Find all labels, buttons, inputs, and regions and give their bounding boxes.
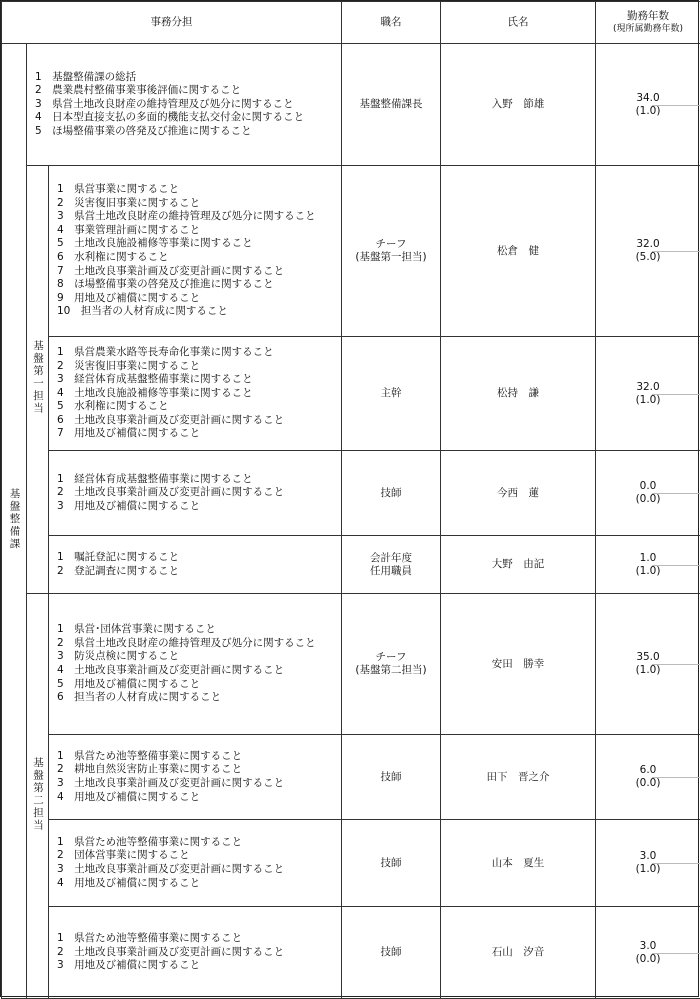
years-total: 34.0 <box>596 92 700 105</box>
duty-item: 5 用地及び補償に関すること <box>57 678 341 692</box>
duty-item: 6 水利権に関すること <box>57 251 341 265</box>
years-current: (1.0) <box>596 394 700 407</box>
years-divider <box>652 777 700 778</box>
years-cell <box>596 44 700 166</box>
duty-item: 1 県営ため池等整備事業に関すること <box>57 750 341 764</box>
duty-item: 5 土地改良施設補修等事業に関すること <box>57 237 341 251</box>
assignment-table <box>1 1 700 999</box>
duty-item: 3 県営土地改良財産の維持管理及び処分に関すること <box>35 98 341 112</box>
duty-item: 6 担当者の人材育成に関すること <box>57 691 341 705</box>
division-cell-label: 基盤整備課 <box>8 488 21 551</box>
team1-cell <box>27 166 49 594</box>
position-cell <box>342 907 441 999</box>
duty-item: 5 水利権に関すること <box>57 400 341 414</box>
position-text: (基盤第二担当) <box>342 664 440 677</box>
years-divider <box>652 251 700 252</box>
years-current: (0.0) <box>596 493 700 506</box>
years-divider <box>652 493 700 494</box>
position-cell <box>342 166 441 337</box>
duty-item: 4 日本型直接支払の多面的機能支払交付金に関すること <box>35 111 341 125</box>
team1-cell-label: 基盤第一担当 <box>31 340 44 415</box>
duty-item: 2 登記調査に関すること <box>57 565 341 579</box>
position-text: チーフ <box>342 651 440 664</box>
duty-item: 2 土地改良事業計画及び変更計画に関すること <box>57 946 341 960</box>
table-row <box>2 451 700 536</box>
duty-item: 3 防災点検に関すること <box>57 650 341 664</box>
years-total: 1.0 <box>596 552 700 565</box>
duties-cell <box>49 451 342 536</box>
duty-item: 2 災害復旧事業に関すること <box>57 360 341 374</box>
duty-item: 7 土地改良事業計画及び変更計画に関すること <box>57 265 341 279</box>
position-text: 技師 <box>342 946 440 959</box>
header-position: 職名 <box>342 2 441 44</box>
position-cell <box>342 44 441 166</box>
duties-cell <box>49 337 342 451</box>
duty-item: 4 土地改良事業計画及び変更計画に関すること <box>57 664 341 678</box>
position-cell <box>342 594 441 735</box>
years-cell <box>596 820 700 907</box>
header-years <box>596 2 700 44</box>
years-cell <box>596 907 700 999</box>
header-years-sub: (現所属勤務年数) <box>596 23 700 36</box>
position-text: チーフ <box>342 238 440 251</box>
position-text: 会計年度 <box>342 552 440 565</box>
duty-item: 2 農業農村整備事業事後評価に関すること <box>35 84 341 98</box>
name-cell: 松倉 健 <box>441 166 596 337</box>
years-divider <box>652 863 700 864</box>
position-cell <box>342 820 441 907</box>
years-divider <box>652 105 700 106</box>
duty-item: 1 県営農業水路等長寿命化事業に関すること <box>57 346 341 360</box>
position-cell <box>342 735 441 820</box>
years-current: (1.0) <box>596 105 700 118</box>
table-row <box>2 536 700 594</box>
name-cell: 安田 勝幸 <box>441 594 596 735</box>
years-current: (1.0) <box>596 863 700 876</box>
name-cell: 今西 蓮 <box>441 451 596 536</box>
duties-cell <box>49 907 342 999</box>
years-current: (1.0) <box>596 664 700 677</box>
header-row <box>2 2 700 44</box>
duties-cell <box>49 166 342 337</box>
duties-cell <box>27 44 342 166</box>
years-current: (0.0) <box>596 953 700 966</box>
duty-item: 4 土地改良施設補修等事業に関すること <box>57 387 341 401</box>
position-text: 基盤整備課長 <box>342 98 440 111</box>
name-cell: 山本 夏生 <box>441 820 596 907</box>
position-text: 任用職員 <box>342 565 440 578</box>
position-text: 主幹 <box>342 387 440 400</box>
name-cell: 入野 節雄 <box>441 44 596 166</box>
years-divider <box>652 565 700 566</box>
duty-item: 1 嘱託登記に関すること <box>57 551 341 565</box>
header-duties: 事務分担 <box>2 2 342 44</box>
table-row <box>2 735 700 820</box>
position-cell <box>342 451 441 536</box>
duty-item: 3 県営土地改良財産の維持管理及び処分に関すること <box>57 210 341 224</box>
position-cell <box>342 337 441 451</box>
years-cell <box>596 536 700 594</box>
years-divider <box>652 394 700 395</box>
duty-item: 4 事業管理計画に関すること <box>57 224 341 238</box>
duties-cell <box>49 594 342 735</box>
years-current: (1.0) <box>596 565 700 578</box>
duties-cell <box>49 820 342 907</box>
team2-cell-label: 基盤第二担当 <box>31 757 44 832</box>
years-divider <box>652 953 700 954</box>
table-row <box>2 337 700 451</box>
duty-item: 2 団体営事業に関すること <box>57 849 341 863</box>
duty-item: 2 県営土地改良財産の維持管理及び処分に関すること <box>57 637 341 651</box>
duty-item: 6 土地改良事業計画及び変更計画に関すること <box>57 414 341 428</box>
position-text: 技師 <box>342 771 440 784</box>
position-text: 技師 <box>342 857 440 870</box>
position-cell <box>342 536 441 594</box>
division-cell <box>2 44 27 999</box>
years-total: 6.0 <box>596 764 700 777</box>
years-current: (5.0) <box>596 251 700 264</box>
duty-item: 3 土地改良事業計画及び変更計画に関すること <box>57 777 341 791</box>
years-divider <box>652 664 700 665</box>
team2-cell <box>27 594 49 999</box>
years-total: 35.0 <box>596 651 700 664</box>
duty-item: 3 用地及び補償に関すること <box>57 500 341 514</box>
duty-item: 2 災害復旧事業に関すること <box>57 197 341 211</box>
years-cell <box>596 594 700 735</box>
years-total: 3.0 <box>596 850 700 863</box>
duty-item: 3 用地及び補償に関すること <box>57 959 341 973</box>
years-total: 32.0 <box>596 238 700 251</box>
duty-item: 9 用地及び補償に関すること <box>57 292 341 306</box>
table-row <box>2 820 700 907</box>
duty-item: 1 基盤整備課の総括 <box>35 71 341 85</box>
duties-cell <box>49 735 342 820</box>
header-name: 氏名 <box>441 2 596 44</box>
years-cell <box>596 337 700 451</box>
years-total: 32.0 <box>596 381 700 394</box>
years-cell <box>596 735 700 820</box>
years-total: 0.0 <box>596 480 700 493</box>
duties-cell <box>49 536 342 594</box>
name-cell: 松持 謙 <box>441 337 596 451</box>
duty-item: 3 土地改良事業計画及び変更計画に関すること <box>57 863 341 877</box>
duty-item: 2 耕地自然災害防止事業に関すること <box>57 763 341 777</box>
years-cell <box>596 451 700 536</box>
duty-item: 1 県営ため池等整備事業に関すること <box>57 932 341 946</box>
duty-item: 7 用地及び補償に関すること <box>57 427 341 441</box>
table-row <box>2 907 700 999</box>
table-row <box>2 44 700 166</box>
name-cell: 田下 晋之介 <box>441 735 596 820</box>
duty-item: 1 県営ため池等整備事業に関すること <box>57 836 341 850</box>
duty-item: 1 県営事業に関すること <box>57 183 341 197</box>
duty-item: 8 ほ場整備事業の啓発及び推進に関すること <box>57 278 341 292</box>
duty-item: 1 経営体育成基盤整備事業に関すること <box>57 473 341 487</box>
years-cell <box>596 166 700 337</box>
header-years-label: 勤務年数 <box>596 10 700 23</box>
duty-item: 10 担当者の人材育成に関すること <box>57 305 341 319</box>
name-cell: 大野 由記 <box>441 536 596 594</box>
name-cell: 石山 汐音 <box>441 907 596 999</box>
duty-item: 3 経営体育成基盤整備事業に関すること <box>57 373 341 387</box>
duty-item: 5 ほ場整備事業の啓発及び推進に関すること <box>35 125 341 139</box>
duty-item: 1 県営･団体営事業に関すること <box>57 623 341 637</box>
years-current: (0.0) <box>596 777 700 790</box>
duty-item: 2 土地改良事業計画及び変更計画に関すること <box>57 486 341 500</box>
table-row <box>2 594 700 735</box>
position-text: (基盤第一担当) <box>342 251 440 264</box>
position-text: 技師 <box>342 487 440 500</box>
table-row <box>2 166 700 337</box>
years-total: 3.0 <box>596 940 700 953</box>
duty-item: 4 用地及び補償に関すること <box>57 791 341 805</box>
duty-item: 4 用地及び補償に関すること <box>57 877 341 891</box>
